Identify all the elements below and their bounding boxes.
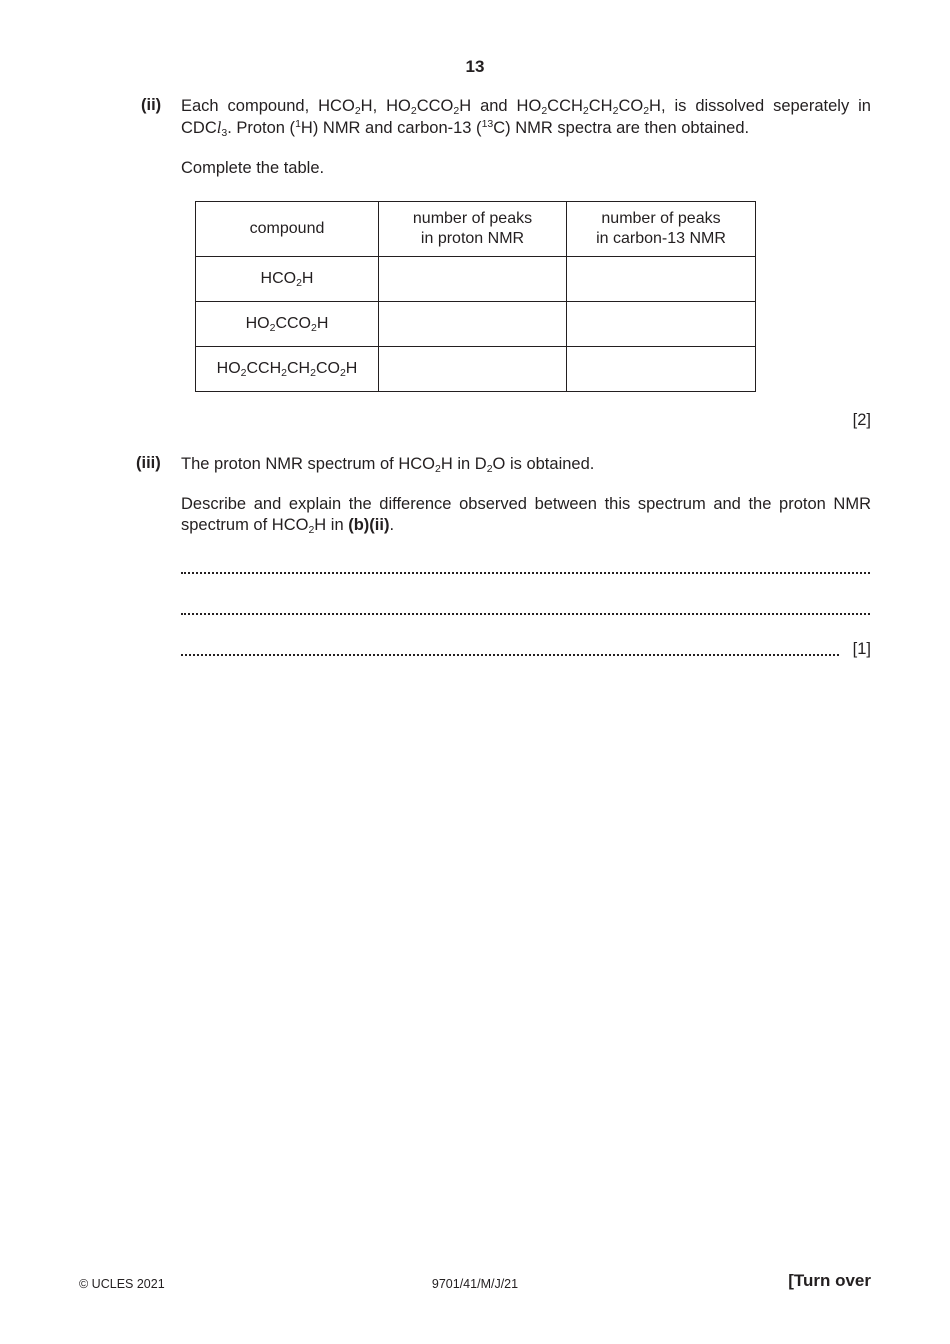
question-label-iii: (iii) bbox=[136, 454, 161, 472]
table-header-row bbox=[196, 202, 756, 257]
carbon-peaks-cell[interactable] bbox=[567, 257, 756, 302]
compound-cell: $HCO_2H$ bbox=[196, 257, 379, 302]
question-iii-line2: Describe and explain the difference observed between this spectrum and the proton NMR spectrum of $HCO_2H$ in (b)(ii). bbox=[181, 495, 871, 536]
instruction-text: Complete the table. bbox=[181, 159, 325, 177]
carbon-peaks-cell[interactable] bbox=[567, 302, 756, 347]
table-row bbox=[196, 302, 756, 347]
compound-cell: $HO_2CCO_2H$ bbox=[196, 302, 379, 347]
turn-over: [Turn over bbox=[788, 1271, 871, 1290]
table-row bbox=[196, 257, 756, 302]
proton-peaks-cell[interactable] bbox=[379, 257, 567, 302]
page-number: 13 bbox=[465, 57, 485, 76]
answer-line[interactable] bbox=[181, 601, 870, 615]
header-carbon-nmr: number of peaks in carbon-13 NMR bbox=[567, 202, 756, 257]
proton-peaks-cell[interactable] bbox=[379, 302, 567, 347]
answer-line[interactable] bbox=[181, 560, 870, 574]
question-label-ii: (ii) bbox=[141, 96, 162, 114]
table-row bbox=[196, 347, 756, 392]
header-proton-nmr: number of peaks in proton NMR bbox=[379, 202, 567, 257]
copyright: © UCLES 2021 bbox=[79, 1277, 165, 1291]
marks-ii: [2] bbox=[852, 411, 871, 429]
answer-line[interactable] bbox=[181, 642, 839, 656]
proton-peaks-cell[interactable] bbox=[379, 347, 567, 392]
compound-cell: $HO_2CCH_2CH_2CO_2H$ bbox=[196, 347, 379, 392]
header-compound: compound bbox=[196, 202, 379, 257]
paper-code: 9701/41/M/J/21 bbox=[431, 1277, 519, 1291]
marks-iii: [1] bbox=[852, 640, 871, 658]
nmr-table bbox=[195, 201, 756, 392]
carbon-peaks-cell[interactable] bbox=[567, 347, 756, 392]
question-ii-text: Each compound, $HCO_2H$, $HO_2CCO_2H$ and $HO_2CCH_2CH_2CO_2H$, is dissolved seperately in CDCl$_3$. Proton ($^1$H) NMR and carbon-13 ($^{13}$C) NMR spectra are then obtained. bbox=[181, 97, 871, 139]
question-iii-line1: The proton NMR spectrum of $HCO_2H$ in $D_2O$ is obtained. bbox=[181, 455, 595, 475]
